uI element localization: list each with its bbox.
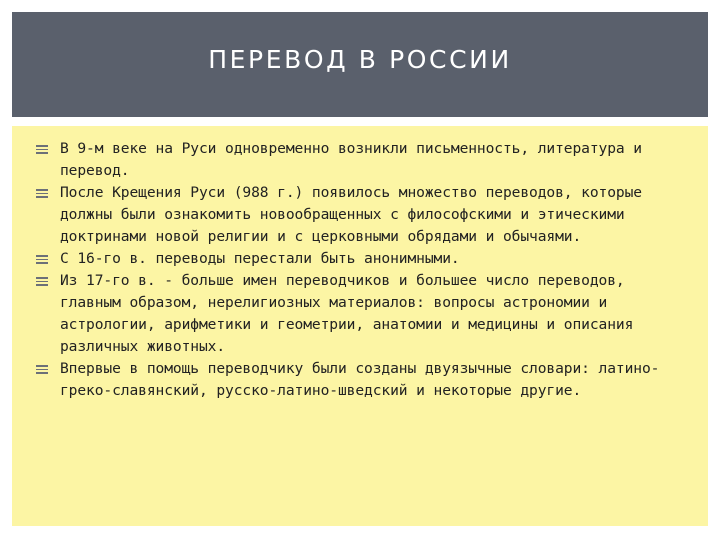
slide-title: ПЕРЕВОД В РОССИИ	[208, 45, 512, 74]
bullet-text: Впервые в помощь переводчику были созданы двуязычные словари: латино-греко-славянский, русско-латино-шведский и некоторые другие.	[60, 360, 660, 399]
list-lines-icon	[36, 145, 48, 154]
bullet-list	[34, 138, 694, 402]
bullet-item	[34, 248, 694, 270]
bullet-text: Из 17-го в. - больше имен переводчиков и большее число переводов, главным образом, нерелигиозных материалов: вопросы астрономии и астрологии, арифметики и геометрии, анатомии и медицины и описания различных животных.	[60, 272, 634, 355]
bullet-item	[34, 138, 694, 182]
list-lines-icon	[36, 365, 48, 374]
list-lines-icon	[36, 189, 48, 198]
slide-content	[12, 126, 708, 526]
slide-header	[12, 12, 708, 117]
list-lines-icon	[36, 255, 48, 264]
bullet-item	[34, 182, 694, 248]
bullet-text: В 9-м веке на Руси одновременно возникли письменность, литература и перевод.	[60, 140, 642, 179]
list-lines-icon	[36, 277, 48, 286]
bullet-item	[34, 358, 694, 402]
bullet-text: После Крещения Руси (988 г.) появилось множество переводов, которые должны были ознакомить новообращенных с философскими и этическими доктринами новой религии и с церковными обрядами и обычаями.	[60, 184, 642, 245]
bullet-text: С 16-го в. переводы перестали быть анонимными.	[60, 250, 460, 267]
bullet-item	[34, 270, 694, 358]
